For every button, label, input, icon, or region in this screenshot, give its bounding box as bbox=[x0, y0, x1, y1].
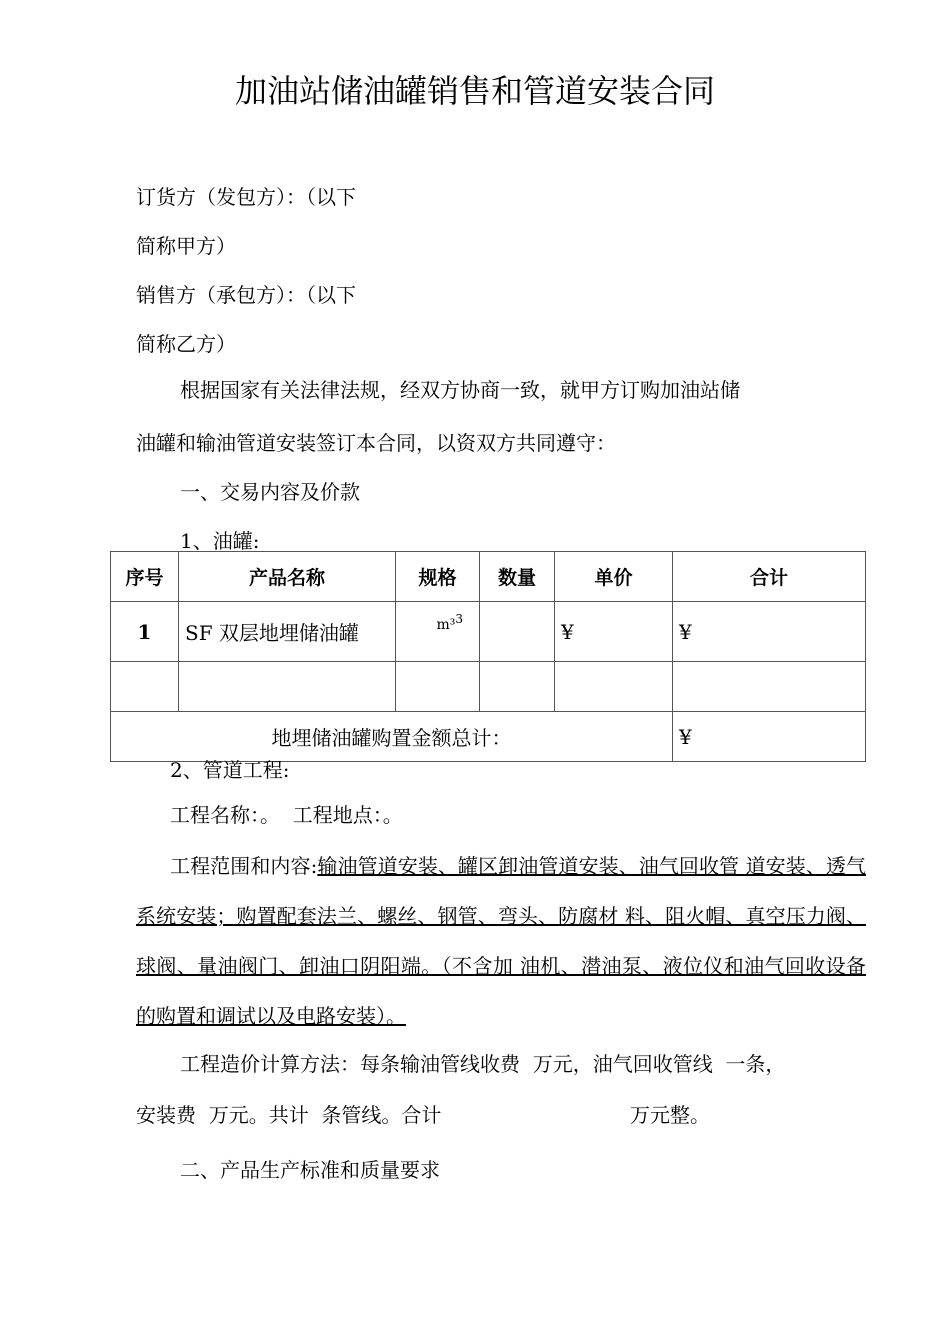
empty-cell bbox=[111, 662, 179, 712]
project-scope-paragraph bbox=[136, 841, 866, 1041]
contract-title: 加油站储油罐销售和管道安装合同 bbox=[234, 72, 715, 110]
cost-line-1: 工程造价计算方法：每条输油管线收费 万元，油气回收管线 一条， bbox=[180, 1052, 786, 1076]
seller-line-2: 简称乙方） bbox=[136, 332, 236, 356]
section-1-heading: 一、交易内容及价款 bbox=[180, 480, 360, 504]
cell-no: 1 bbox=[111, 602, 179, 662]
subsection-tanks: 1、油罐: bbox=[180, 529, 260, 553]
spec-unit: m³ bbox=[436, 617, 456, 633]
cell-quantity bbox=[480, 602, 555, 662]
header-spec: 规格 bbox=[396, 552, 480, 602]
cell-product-name: SF 双层地埋储油罐 bbox=[179, 602, 396, 662]
section-2-heading: 二、产品生产标准和质量要求 bbox=[180, 1158, 440, 1182]
tank-table bbox=[110, 551, 866, 762]
subsection-pipeline: 2、管道工程: bbox=[170, 758, 290, 782]
table-header-row bbox=[111, 552, 866, 602]
header-unit-price: 单价 bbox=[555, 552, 673, 602]
total-value: ¥ bbox=[673, 712, 866, 762]
empty-cell bbox=[673, 662, 866, 712]
cost-line-2b: 万元整。 bbox=[630, 1103, 710, 1127]
buyer-line-2: 简称甲方） bbox=[136, 234, 236, 258]
header-no: 序号 bbox=[111, 552, 179, 602]
header-total: 合计 bbox=[673, 552, 866, 602]
table-row bbox=[111, 602, 866, 662]
cost-line-2a: 安装费 万元。共计 条管线。合计 bbox=[136, 1103, 442, 1127]
header-quantity: 数量 bbox=[480, 552, 555, 602]
intro-line-2: 油罐和输油管道安装签订本合同，以资双方共同遵守： bbox=[136, 431, 616, 455]
scope-label: 工程范围和内容: bbox=[170, 854, 318, 878]
buyer-line-1: 订货方（发包方）：（以下 bbox=[136, 185, 356, 209]
cell-unit-price: ¥ bbox=[555, 602, 673, 662]
project-name-location: 工程名称：。 工程地点：。 bbox=[170, 803, 403, 827]
total-label: 地埋储油罐购置金额总计： bbox=[111, 712, 673, 762]
empty-cell bbox=[396, 662, 480, 712]
empty-cell bbox=[555, 662, 673, 712]
intro-line-1: 根据国家有关法律法规，经双方协商一致，就甲方订购加油站储 bbox=[180, 378, 740, 402]
scope-text: 输油管道安装、罐区卸油管道安装、油气回收管 道安装、透气系统安装；购置配套法兰、螺丝、钢管、弯头、防腐材 料、阻火帽、真空压力阀、球阀、量油阀门、卸油口阴阳端。（不含加 油机、潜油泵、液位仪和油气回收设备的购置和调试以及电路安装）。 bbox=[136, 854, 866, 1028]
spec-superscript: 3 bbox=[455, 612, 463, 626]
empty-cell bbox=[480, 662, 555, 712]
cell-spec bbox=[396, 602, 480, 662]
table-row bbox=[111, 662, 866, 712]
seller-line-1: 销售方（承包方）：（以下 bbox=[136, 283, 356, 307]
cell-total: ¥ bbox=[673, 602, 866, 662]
table-total-row bbox=[111, 712, 866, 762]
header-product-name: 产品名称 bbox=[179, 552, 396, 602]
empty-cell bbox=[179, 662, 396, 712]
